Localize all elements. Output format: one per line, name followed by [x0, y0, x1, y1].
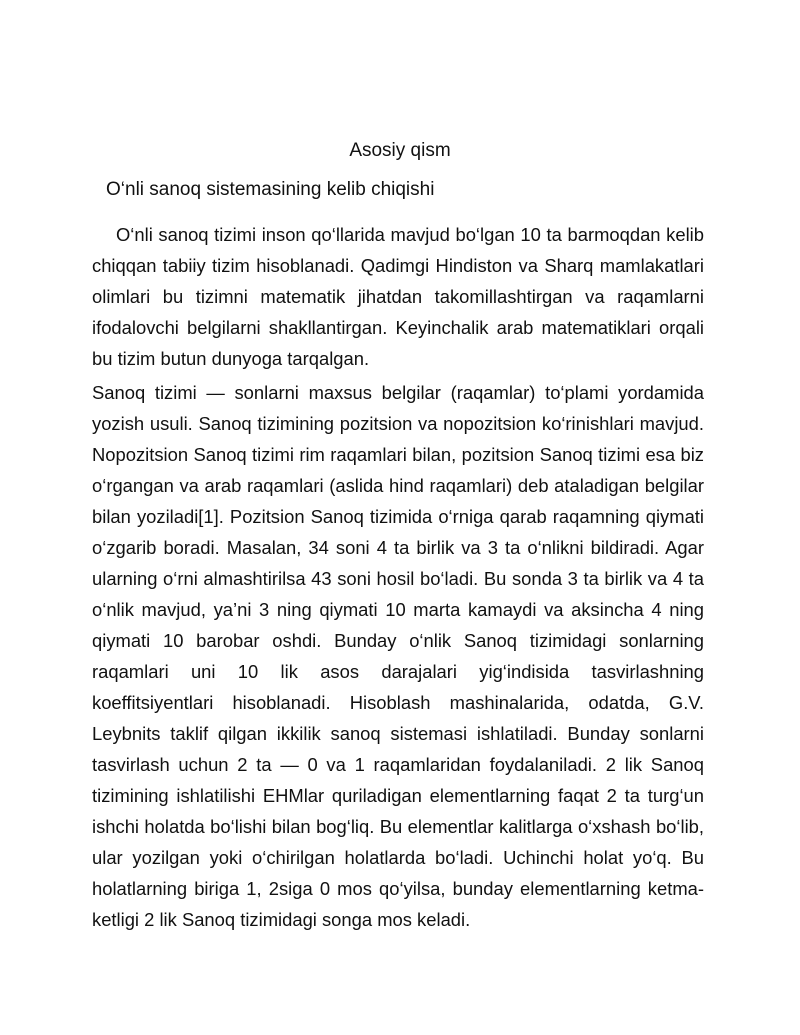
paragraph-intro: O‘nli sanoq tizimi inson qo‘llarida mavjud bo‘lgan 10 ta barmoqdan kelib chiqqan tabiiy tizim hisoblanadi. Qadimgi Hindiston va Sharq mamlakatlari olimlari bu tizimni matematik jihatdan takomillashtirgan va raqamlarni ifodalovchi belgilarni shakllantirgan. Keyinchalik arab matematiklari orqali bu tizim butun dunyoga tarqalgan.: [92, 224, 704, 369]
section-subheading: O‘nli sanoq sistemasining kelib chiqishi: [106, 179, 435, 200]
section-heading: Asosiy qism: [349, 140, 451, 161]
paragraph-number-systems: Sanoq tizimi — sonlarni maxsus belgilar (raqamlar) to‘plami yordamida yozish usuli. Sanoq tizimining pozitsion va nopozitsion ko‘rinishlari mavjud. Nopozitsion Sanoq tizimi rim raqamlari bilan, pozitsion Sanoq tizimi esa biz o‘rgangan va arab raqamlari (aslida hind raqamlari) deb ataladigan belgilar bilan yoziladi[1]. Pozitsion Sanoq tizimida o‘rniga qarab raqamning qiymati o‘zgarib boradi. Masalan, 34 soni 4 ta birlik va 3 ta o‘nlikni bildiradi. Agar ularning o‘rni almashtirilsa 43 soni hosil bo‘ladi. Bu sonda 3 ta birlik va 4 ta o‘nlik mavjud, ya’ni 3 ning qiymati 10 marta kamaydi va aksincha 4 ning qiymati 10 barobar oshdi. Bunday o‘nlik Sanoq tizimidagi sonlarning raqamlari uni 10 lik asos darajalari yig‘indisida tasvirlashning koeffitsiyentlari hisoblanadi. Hisoblash mashinalarida, odatda, G.V. Leybnits taklif qilgan ikkilik sanoq sistemasi ishlatiladi. Bunday sonlarni tasvirlash uchun 2 ta — 0 va 1 raqamlaridan foydalaniladi. 2 lik Sanoq tizimining ishlatilishi EHMlar quriladigan elementlarning faqat 2 ta turg‘un ishchi holatda bo‘lishi bilan bog‘liq. Bu elementlar kalitlarga o‘xshash bo‘lib, ular yozilgan yoki o‘chirilgan holatlarda bo‘ladi. Uchinchi holat yo‘q. Bu holatlarning biriga 1, 2siga 0 mos qo‘yilsa, bunday elementlarning ketma-ketligi 2 lik Sanoq tizimidagi songa mos keladi.: [92, 382, 704, 930]
